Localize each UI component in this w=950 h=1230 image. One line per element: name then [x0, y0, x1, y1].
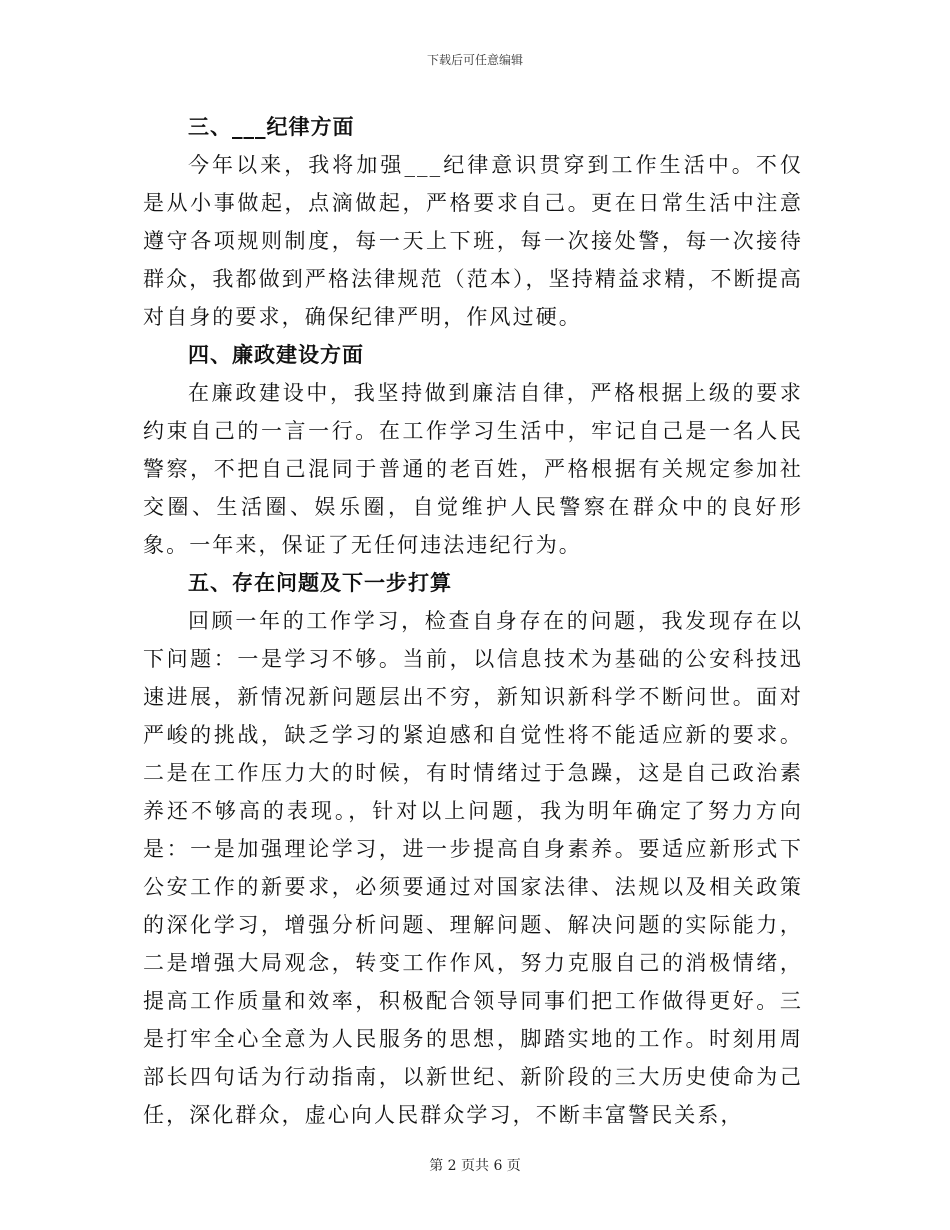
section-heading-integrity: 四、廉政建设方面 — [188, 342, 364, 367]
page-number: 第 2 页共 6 页 — [429, 1158, 521, 1174]
section-heading-discipline: 三、___纪律方面 — [188, 114, 355, 139]
section-paragraph-discipline: 今年以来，我将加强___纪律意识贯穿到工作生活中。不仅是从小事做起，点滴做起，严格要求自己。更在日常生活中注意遵守各项规则制度，每一天上下班，每一次接处警，每一次接待群众，我都做到严格法律规范（范本），坚持精益求精，不断提高对自身的要求，确保纪律严明，作风过硬。 — [143, 153, 803, 329]
section-paragraph-problems-plans: 回顾一年的工作学习，检查自身存在的问题，我发现存在以下问题：一是学习不够。当前，以信息技术为基础的公安科技迅速进展，新情况新问题层出不穷，新知识新科学不断问世。面对严峻的挑战，缺乏学习的紧迫感和自觉性将不能适应新的要求。二是在工作压力大的时候，有时情绪过于急躁，这是自己政治素养还不够高的表现。，针对以上问题，我为明年确定了努力方向是：一是加强理论学习，进一步提高自身素养。要适应新形式下公安工作的新要求，必须要通过对国家法律、法规以及相关政策的深化学习，增强分析问题、理解问题、解决问题的实际能力，二是增强大局观念，转变工作作风，努力克服自己的消极情绪，提高工作质量和效率，积极配合领导同事们把工作做得更好。三是打牢全心全意为人民服务的思想，脚踏实地的工作。时刻用周部长四句话为行动指南，以新世纪、新阶段的三大历史使命为己任，深化群众，虚心向人民群众学习，不断丰富警民关系， — [143, 609, 803, 1127]
document-body — [143, 108, 803, 1134]
page-header: 下载后可任意编辑 — [426, 53, 523, 67]
section-heading-problems-plans: 五、存在问题及下一步打算 — [188, 570, 452, 595]
section-paragraph-integrity: 在廉政建设中，我坚持做到廉洁自律，严格根据上级的要求约束自己的一言一行。在工作学习生活中，牢记自己是一名人民警察，不把自己混同于普通的老百姓，严格根据有关规定参加社交圈、生活圈、娱乐圈，自觉维护人民警察在群众中的良好形象。一年来，保证了无任何违法违纪行为。 — [143, 381, 803, 557]
